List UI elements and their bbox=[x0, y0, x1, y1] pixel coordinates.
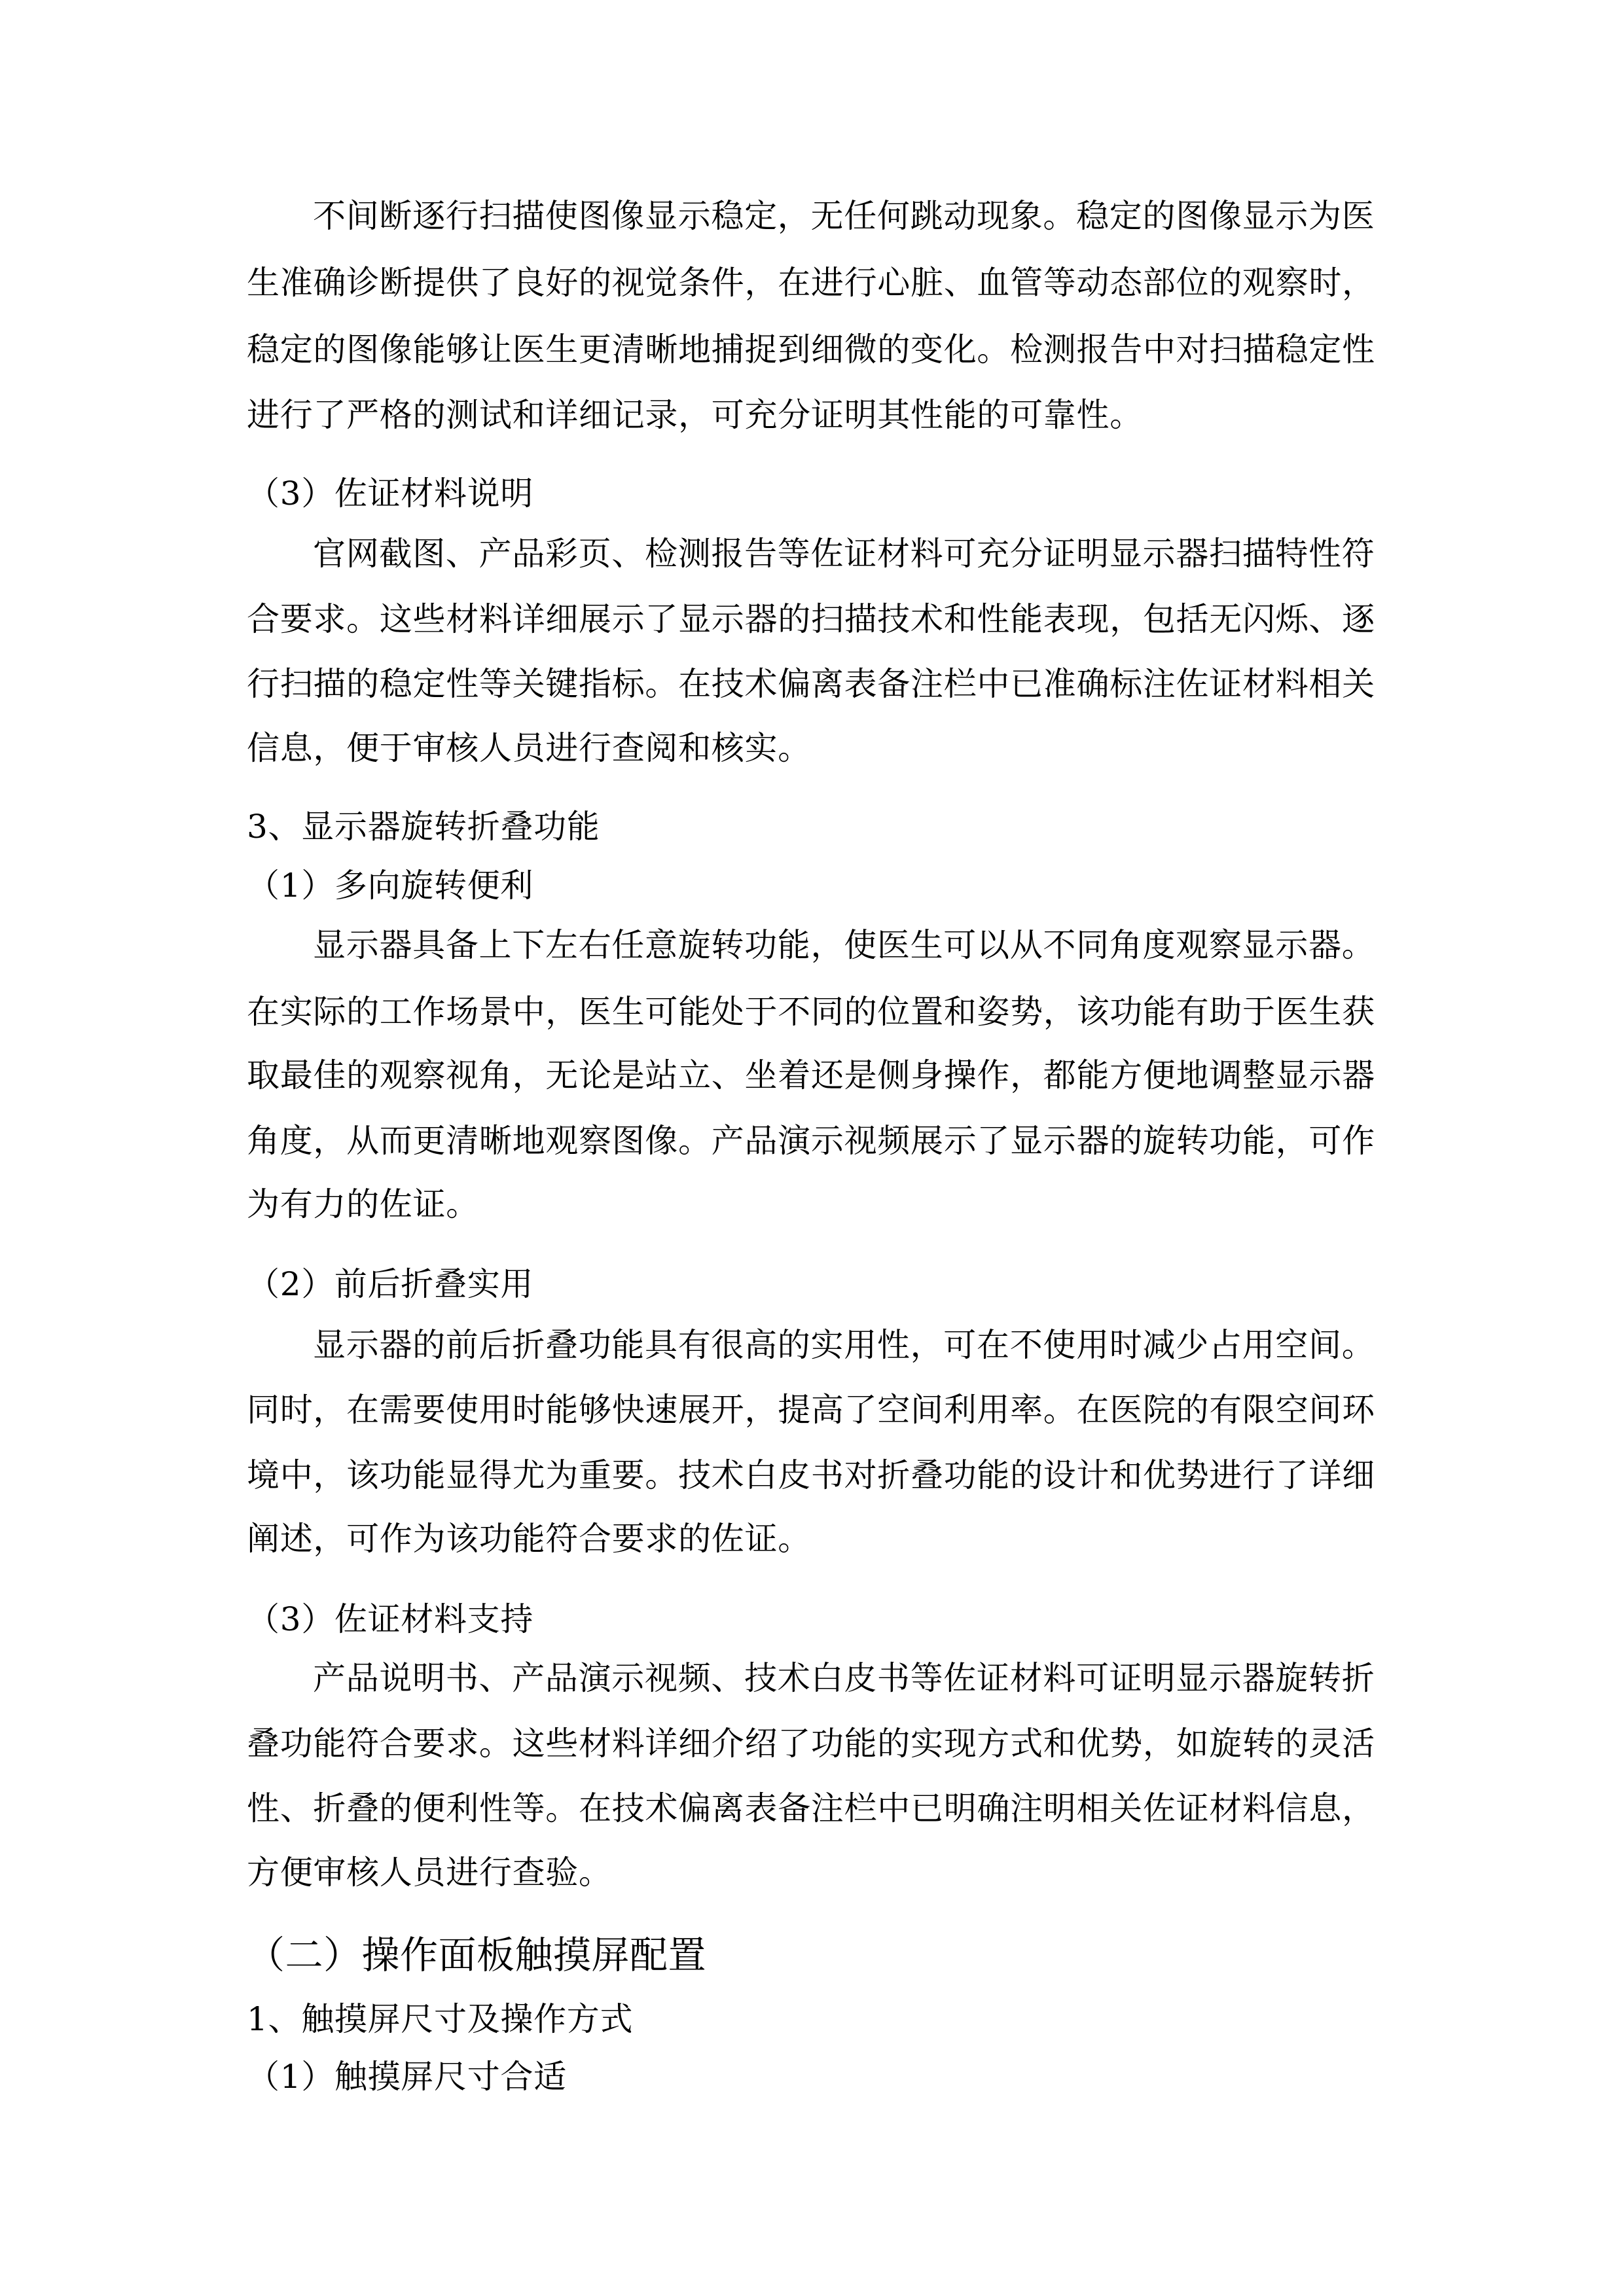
paragraph-line: 合要求。这些材料详细展示了显示器的扫描技术和性能表现，包括无闪烁、逐 bbox=[247, 600, 1375, 638]
subheading-evidence-support: （3）佐证材料支持 bbox=[247, 1600, 534, 1638]
paragraph-line: 取最佳的观察视角，无论是站立、坐着还是侧身操作，都能方便地调整显示器 bbox=[247, 1056, 1375, 1094]
paragraph-line: 方便审核人员进行查验。 bbox=[247, 1854, 612, 1892]
paragraph-line: 进行了严格的测试和详细记录，可充分证明其性能的可靠性。 bbox=[247, 396, 1143, 434]
paragraph-line: 叠功能符合要求。这些材料详细介绍了功能的实现方式和优势，如旋转的灵活 bbox=[247, 1725, 1375, 1763]
paragraph-line: 在实际的工作场景中，医生可能处于不同的位置和姿势，该功能有助于医生获 bbox=[247, 993, 1375, 1031]
paragraph-line: 信息，便于审核人员进行查阅和核实。 bbox=[247, 729, 811, 767]
paragraph-line: 行扫描的稳定性等关键指标。在技术偏离表备注栏中已准确标注佐证材料相关 bbox=[247, 665, 1375, 703]
heading-display-rotation-folding: 3、显示器旋转折叠功能 bbox=[247, 808, 600, 846]
paragraph-line: 同时，在需要使用时能够快速展开，提高了空间利用率。在医院的有限空间环 bbox=[247, 1391, 1375, 1429]
paragraph-line: 显示器具备上下左右任意旋转功能，使医生可以从不同角度观察显示器。 bbox=[313, 926, 1375, 964]
paragraph-line: 稳定的图像能够让医生更清晰地捕捉到细微的变化。检测报告中对扫描稳定性 bbox=[247, 331, 1375, 368]
paragraph-line: 不间断逐行扫描使图像显示稳定，无任何跳动现象。稳定的图像显示为医 bbox=[313, 197, 1375, 235]
paragraph-line: 阐述，可作为该功能符合要求的佐证。 bbox=[247, 1520, 811, 1558]
paragraph-line: 境中，该功能显得尤为重要。技术白皮书对折叠功能的设计和优势进行了详细 bbox=[247, 1456, 1375, 1494]
paragraph-line: 为有力的佐证。 bbox=[247, 1185, 479, 1223]
heading-touchscreen-size-operation: 1、触摸屏尺寸及操作方式 bbox=[247, 2000, 634, 2038]
section-heading-touchscreen-config: （二）操作面板触摸屏配置 bbox=[247, 1933, 707, 1977]
subheading-front-back-folding: （2）前后折叠实用 bbox=[247, 1265, 534, 1303]
paragraph-line: 显示器的前后折叠功能具有很高的实用性，可在不使用时减少占用空间。 bbox=[313, 1326, 1375, 1364]
paragraph-line: 性、折叠的便利性等。在技术偏离表备注栏中已明确注明相关佐证材料信息， bbox=[247, 1789, 1375, 1827]
paragraph-line: 产品说明书、产品演示视频、技术白皮书等佐证材料可证明显示器旋转折 bbox=[313, 1659, 1375, 1697]
subheading-multi-rotation: （1）多向旋转便利 bbox=[247, 867, 534, 905]
paragraph-line: 角度，从而更清晰地观察图像。产品演示视频展示了显示器的旋转功能，可作 bbox=[247, 1122, 1375, 1160]
paragraph-line: 生准确诊断提供了良好的视觉条件，在进行心脏、血管等动态部位的观察时， bbox=[247, 264, 1375, 302]
paragraph-line: 官网截图、产品彩页、检测报告等佐证材料可充分证明显示器扫描特性符 bbox=[313, 535, 1375, 573]
subheading-evidence-description: （3）佐证材料说明 bbox=[247, 475, 534, 512]
subheading-touchscreen-size: （1）触摸屏尺寸合适 bbox=[247, 2058, 567, 2096]
